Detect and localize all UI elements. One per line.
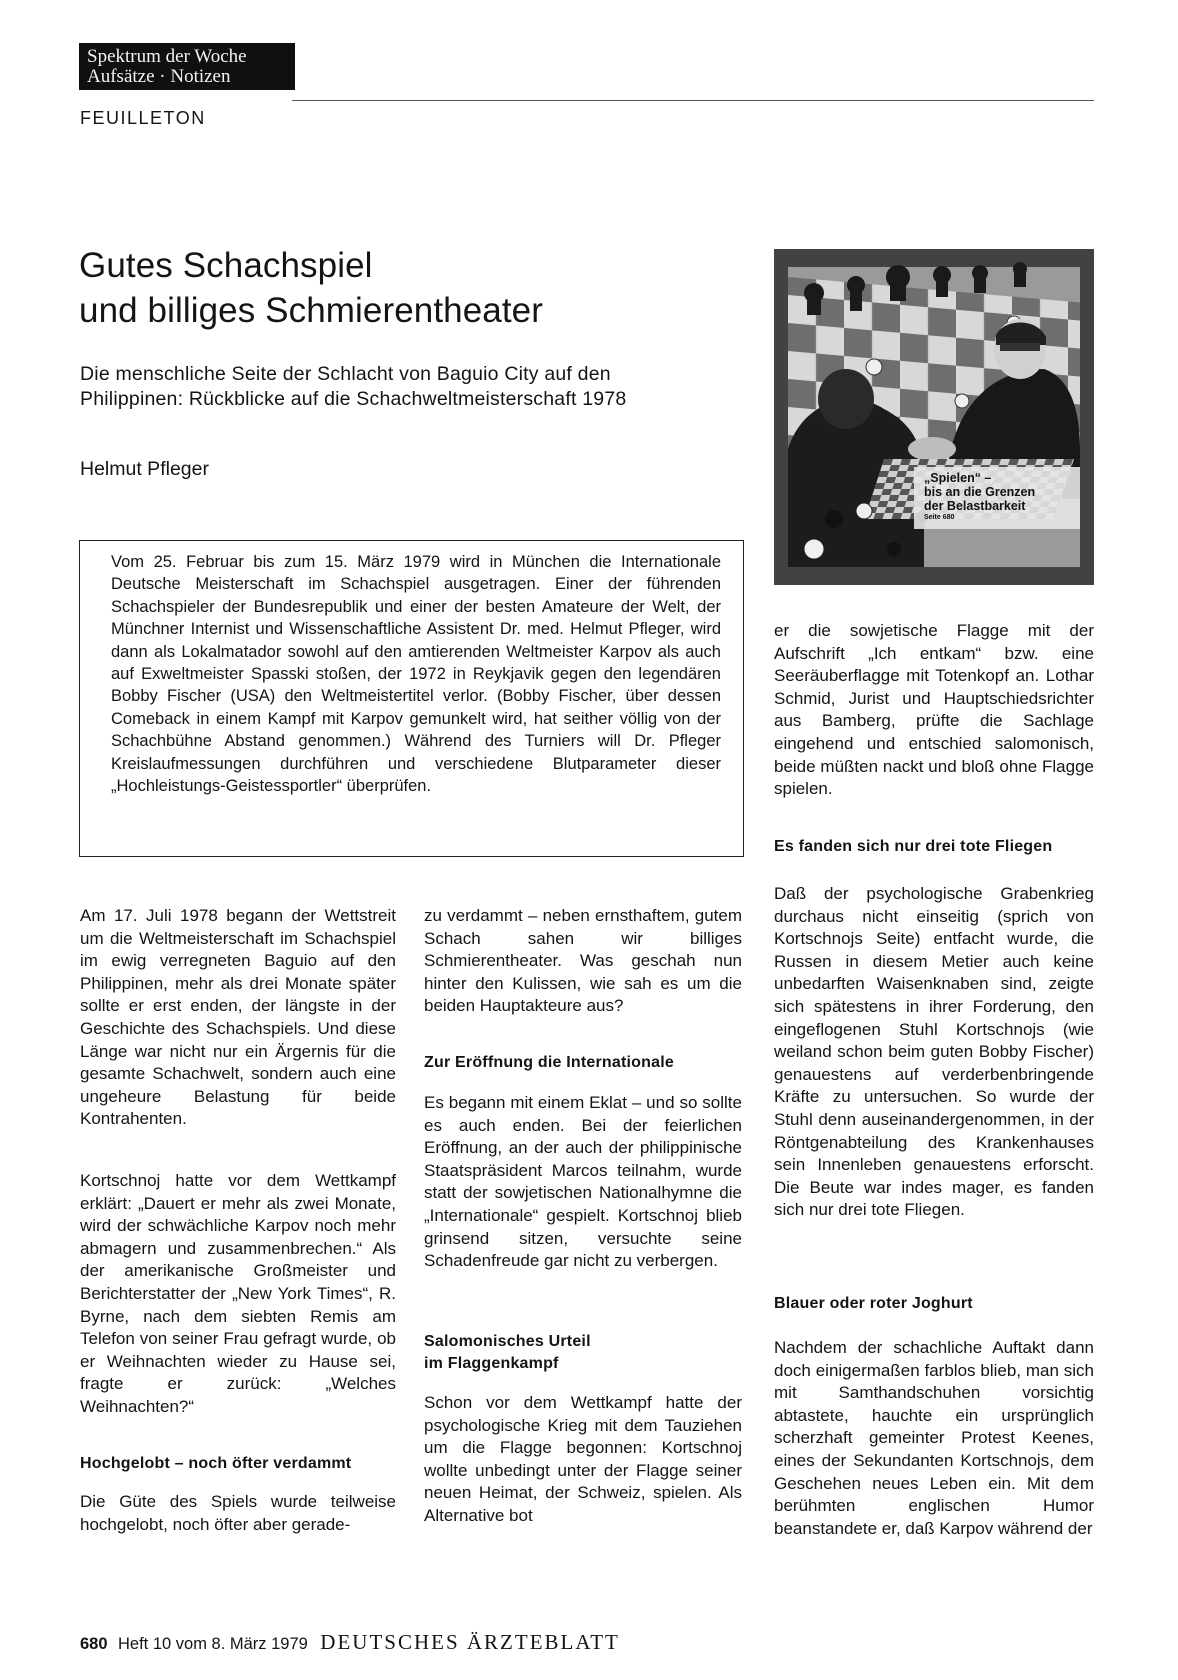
column1-heading-1: Hochgelobt – noch öfter verdammt: [80, 1455, 352, 1472]
column2-heading-1: Zur Eröffnung die Internationale: [424, 1054, 674, 1071]
section-badge: [79, 43, 295, 90]
column3-heading-2: Blauer oder roter Joghurt: [774, 1295, 973, 1312]
subtitle-line-2: Philippinen: Rückblicke auf die Schachweltmeisterschaft 1978: [80, 388, 627, 410]
column2-paragraph-2: Es begann mit einem Eklat – und so sollte es auch enden. Bei der feierlichen Eröffnung, an der auch der philippinische Staatspräsident Marcos teilnahm, wurde statt der sowjetischen Nationalhymne die „Internationale“ gespielt. Kortschnoj blieb grinsend sitzen, versuchte seine Schadenfreude gar nicht zu verbergen.: [424, 1093, 742, 1271]
photo-caption-page: Seite 680: [924, 514, 955, 521]
author-name: Helmut Pfleger: [80, 458, 209, 480]
title-line-1: Gutes Schachspiel: [79, 246, 373, 285]
photo-caption-line-1: „Spielen“ –: [924, 471, 992, 485]
page-number: 680: [80, 1635, 108, 1653]
badge-line-2: Aufsätze · Notizen: [87, 66, 231, 87]
column3-paragraph-2: Daß der psychologische Grabenkrieg durchaus nicht einseitig (sprich von Kortschnojs Seite) entfacht wurde, die Russen in diesem Metier auch keine unbedarften Waisenknaben sind, zeigte sich spätestens in ihrer Forderung, den eingeflogenen Stuhl Kortschnojs (wie weiland schon beim guten Bobby Fischer) genauestens auf verderbenbringende Kräfte zu untersuchen. So wurde der Stuhl denn auseinandergenommen, in der Röntgenabteilung des Krankenhauses sein Innenleben genauestens erforscht. Die Beute war indes mager, es fanden sich nur drei tote Fliegen.: [774, 884, 1094, 1220]
section-label: FEUILLETON: [80, 108, 206, 128]
column2-paragraph-1: zu verdammt – neben ernsthaftem, gutem Schach sahen wir billiges Schmierentheater. Was geschah nun hinter den Kulissen, wie sah es um die beiden Hauptakteure aus?: [424, 906, 742, 1016]
article-title: [79, 243, 543, 333]
page-footer: [80, 1630, 620, 1655]
column2-paragraph-3: Schon vor dem Wettkampf hatte der psychologische Krieg mit dem Tauziehen um die Flagge begonnen: Kortschnoj wollte unbedingt unter der Flagge seiner neuen Heimat, der Schweiz, spielen. Als Alternative bot: [424, 1393, 742, 1525]
column3-paragraph-1: er die sowjetische Flagge mit der Aufschrift „Ich entkam“ bzw. eine Seeräuberflagge mit Totenkopf an. Lothar Schmid, Jurist und Hauptschiedsrichter aus Bamberg, prüfte die Sachlage eingehend und entschied salomonisch, beide müßten nackt und bloß ohne Flagge spielen.: [774, 621, 1094, 799]
column1-paragraph-2: Kortschnoj hatte vor dem Wettkampf erklärt: „Dauert er mehr als zwei Monate, wird der schwächliche Karpov noch mehr abmagern und zusammenbrechen.“ Als der amerikanische Großmeister und Berichterstatter der „New York Times“, R. Byrne, nach dem siebten Remis am Telefon von seiner Frau gefragt wurde, ob er Weihnachten wieder zu Hause sei, fragte er zurück: „Welches Weihnachten?“: [80, 1171, 396, 1416]
subtitle-line-1: Die menschliche Seite der Schlacht von Baguio City auf den: [80, 363, 611, 385]
badge-line-1: Spektrum der Woche: [87, 46, 247, 67]
photo-caption: [924, 471, 1035, 522]
article-subtitle: [80, 362, 626, 412]
column3-paragraph-3: Nachdem der schachliche Auftakt dann doch einigermaßen farblos blieb, man sich mit Samthandschuhen vorsichtig abtastete, hauchte ein ursprünglich scherzhaft gemeinter Protest Keenes, eines der Sekundanten Kortschnojs, dem Geschehen neues Leben ein. Mit dem berühmten englischen Humor beanstandete er, daß Karpov während der: [774, 1338, 1094, 1538]
intro-text: Vom 25. Februar bis zum 15. März 1979 wird in München die Internationale Deutsche Meisterschaft im Schachspiel ausgetragen. Einer der führenden Schachspieler der Bundesrepublik und einer der besten Amateure der Welt, der Münchner Internist und Wissenschaftliche Assistent Dr. med. Helmut Pfleger, wird dann als Lokalmatador sowohl auf den amtierenden Weltmeister Karpov als auch auf Exweltmeister Spasski stoßen, der 1972 in Reykjavik gegen den legendären Bobby Fischer (USA) den Weltmeistertitel verlor. (Bobby Fischer, über dessen Comeback in einem Kampf mit Karpov gemunkelt wird, hat seither völlig von der Schachbühne Abstand genommen.) Während des Turniers will Dr. Pfleger Kreislaufmessungen durchführen und verschiedene Blutparameter dieser „Hochleistungs-Geistessportler“ überprüfen.: [111, 553, 721, 796]
magazine-name: DEUTSCHES ÄRZTEBLATT: [320, 1630, 620, 1654]
chess-photo: [774, 249, 1094, 585]
column2-heading-2: [424, 1331, 591, 1375]
column2-heading-2-line-1: Salomonisches Urteil: [424, 1333, 591, 1350]
header-rule: [292, 100, 1094, 101]
column3-heading-1: Es fanden sich nur drei tote Fliegen: [774, 838, 1053, 855]
column1-paragraph-3: Die Güte des Spiels wurde teilweise hochgelobt, noch öfter aber gerade-: [80, 1492, 396, 1534]
issue-info: Heft 10 vom 8. März 1979: [117, 1635, 308, 1653]
column2-heading-2-line-2: im Flaggenkampf: [424, 1355, 559, 1372]
photo-caption-line-3: der Belastbarkeit: [924, 499, 1026, 513]
photo-caption-line-2: bis an die Grenzen: [924, 485, 1036, 499]
chess-photo-image: [774, 249, 1094, 585]
column1-paragraph-1: Am 17. Juli 1978 begann der Wettstreit um die Weltmeisterschaft im Schachspiel im ewig verregneten Baguio auf den Philippinen, mehr als drei Monate später sollte er erst enden, der längste in der Geschichte des Schachspiels. Und diese Länge war nicht nur ein Ärgernis für die gesamte Schachwelt, sondern auch eine ungeheure Belastung für beide Kontrahenten.: [80, 906, 396, 1129]
title-line-2: und billiges Schmierentheater: [79, 291, 544, 330]
